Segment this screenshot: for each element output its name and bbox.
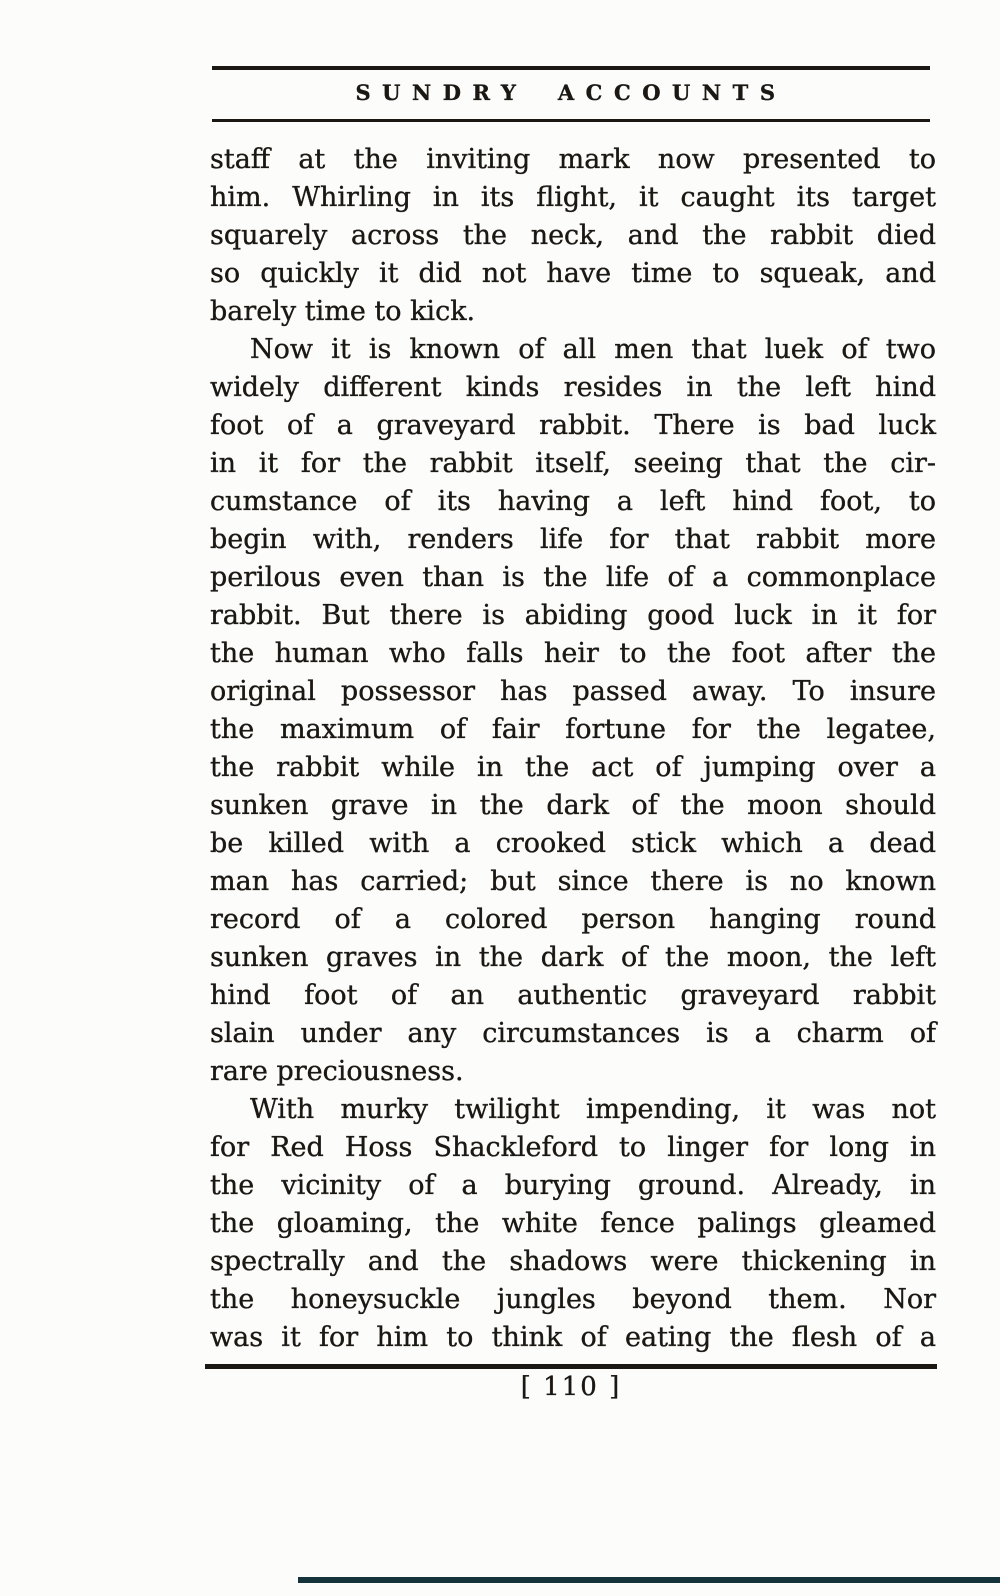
text-line: begin with, renders life for that rabbit more: [210, 524, 936, 555]
text-line: barely time to kick.: [210, 296, 476, 327]
text-line: the rabbit while in the act of jumping over a: [210, 752, 936, 783]
text-line: the human who falls heir to the foot after the: [210, 638, 936, 669]
text-line: the gloaming, the white fence palings gleamed: [210, 1208, 936, 1239]
text-line: record of a colored person hanging round: [210, 904, 936, 935]
header-rule-top: [212, 66, 930, 70]
text-line: rare preciousness.: [210, 1056, 464, 1087]
text-line: Now it is known of all men that luek of two: [250, 334, 936, 365]
text-line: original possessor has passed away. To insure: [210, 676, 936, 707]
page-number: [ 110 ]: [520, 1372, 622, 1402]
text-line: perilous even than is the life of a commonplace: [210, 562, 936, 593]
text-line: cumstance of its having a left hind foot, to: [210, 486, 936, 517]
text-line: for Red Hoss Shackleford to linger for long in: [210, 1132, 936, 1163]
text-line: widely different kinds resides in the left hind: [210, 372, 936, 403]
text-line: in it for the rabbit itself, seeing that the cir-: [210, 448, 936, 479]
text-line: squarely across the neck, and the rabbit died: [210, 220, 936, 251]
text-line: be killed with a crooked stick which a dead: [210, 828, 936, 859]
text-line: foot of a graveyard rabbit. There is bad luck: [210, 410, 936, 441]
text-line: staff at the inviting mark now presented to: [210, 144, 936, 175]
text-line: was it for him to think of eating the flesh of a: [210, 1322, 936, 1353]
footer-rule: [205, 1364, 937, 1369]
text-line: man has carried; but since there is no known: [210, 866, 936, 897]
text-block: [210, 141, 936, 1357]
running-header-title: SUNDRY ACCOUNTS: [355, 80, 787, 105]
text-line: him. Whirling in its flight, it caught its target: [210, 182, 936, 213]
text-line: hind foot of an authentic graveyard rabbit: [210, 980, 936, 1011]
text-line: the vicinity of a burying ground. Already, in: [210, 1170, 936, 1201]
text-line: With murky twilight impending, it was not: [250, 1094, 936, 1125]
scan-edge-artifact: [298, 1577, 1000, 1583]
text-line: slain under any circumstances is a charm of: [210, 1018, 936, 1049]
text-line: the honeysuckle jungles beyond them. Nor: [210, 1284, 936, 1315]
text-line: the maximum of fair fortune for the legatee,: [210, 714, 936, 745]
text-line: sunken grave in the dark of the moon should: [210, 790, 936, 821]
header-rule-bottom: [212, 119, 930, 122]
text-line: sunken graves in the dark of the moon, the left: [210, 942, 936, 973]
text-line: so quickly it did not have time to squeak, and: [210, 258, 936, 289]
text-line: rabbit. But there is abiding good luck in it for: [210, 600, 936, 631]
text-line: spectrally and the shadows were thickening in: [210, 1246, 936, 1277]
